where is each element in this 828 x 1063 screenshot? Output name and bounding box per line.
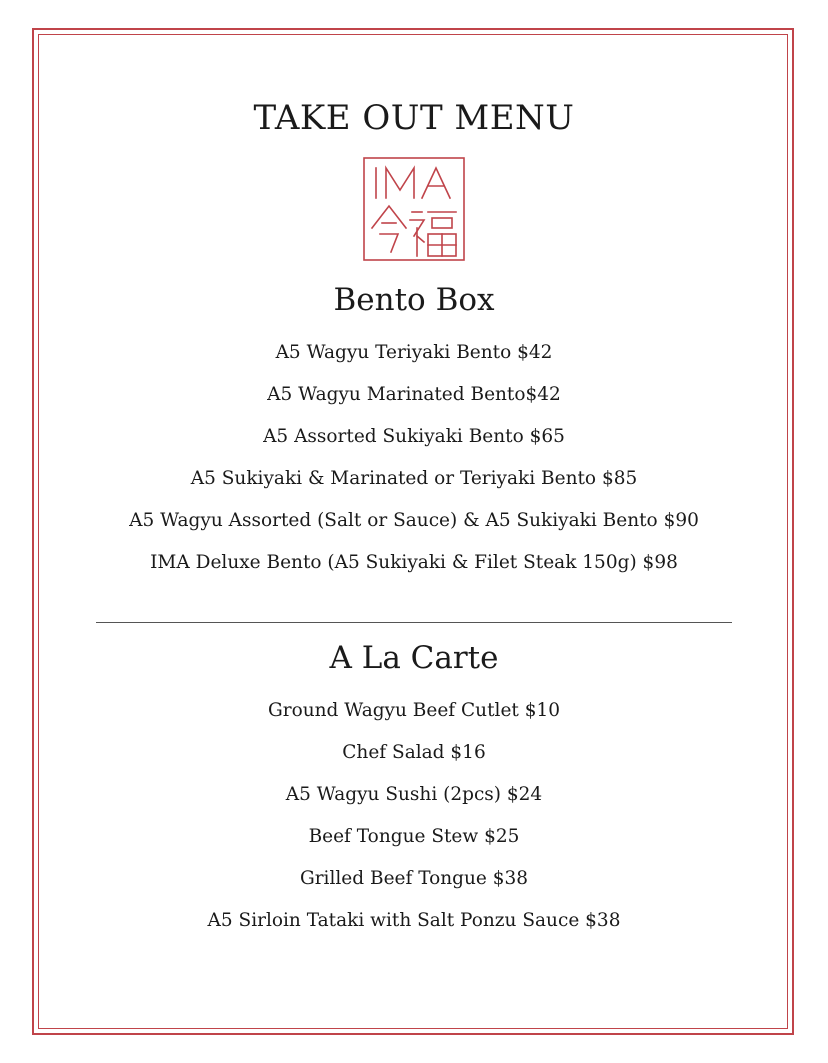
- a-la-carte-item-list: [0, 690, 828, 942]
- menu-item: Ground Wagyu Beef Cutlet $10: [267, 700, 561, 721]
- section-divider: [96, 622, 732, 623]
- menu-item: Beef Tongue Stew $25: [308, 826, 520, 847]
- menu-item: A5 Wagyu Marinated Bento$42: [267, 384, 561, 405]
- menu-title: TAKE OUT MENU: [253, 98, 575, 138]
- section-title-bento-box: Bento Box: [333, 282, 495, 318]
- menu-item: Grilled Beef Tongue $38: [299, 868, 529, 889]
- ima-logo-seal: [362, 156, 466, 262]
- section-title-a-la-carte: A La Carte: [329, 640, 499, 676]
- bento-box-item-list: [0, 332, 828, 584]
- menu-item: A5 Sukiyaki & Marinated or Teriyaki Bento $85: [190, 468, 638, 489]
- menu-item: Chef Salad $16: [342, 742, 486, 763]
- menu-item: A5 Wagyu Teriyaki Bento $42: [275, 342, 553, 363]
- menu-item: A5 Wagyu Assorted (Salt or Sauce) & A5 Sukiyaki Bento $90: [129, 510, 699, 531]
- menu-item: A5 Sirloin Tataki with Salt Ponzu Sauce $38: [207, 910, 621, 931]
- menu-item: A5 Wagyu Sushi (2pcs) $24: [285, 784, 543, 805]
- menu-item: A5 Assorted Sukiyaki Bento $65: [263, 426, 565, 447]
- menu-item: IMA Deluxe Bento (A5 Sukiyaki & Filet Steak 150g) $98: [150, 552, 678, 573]
